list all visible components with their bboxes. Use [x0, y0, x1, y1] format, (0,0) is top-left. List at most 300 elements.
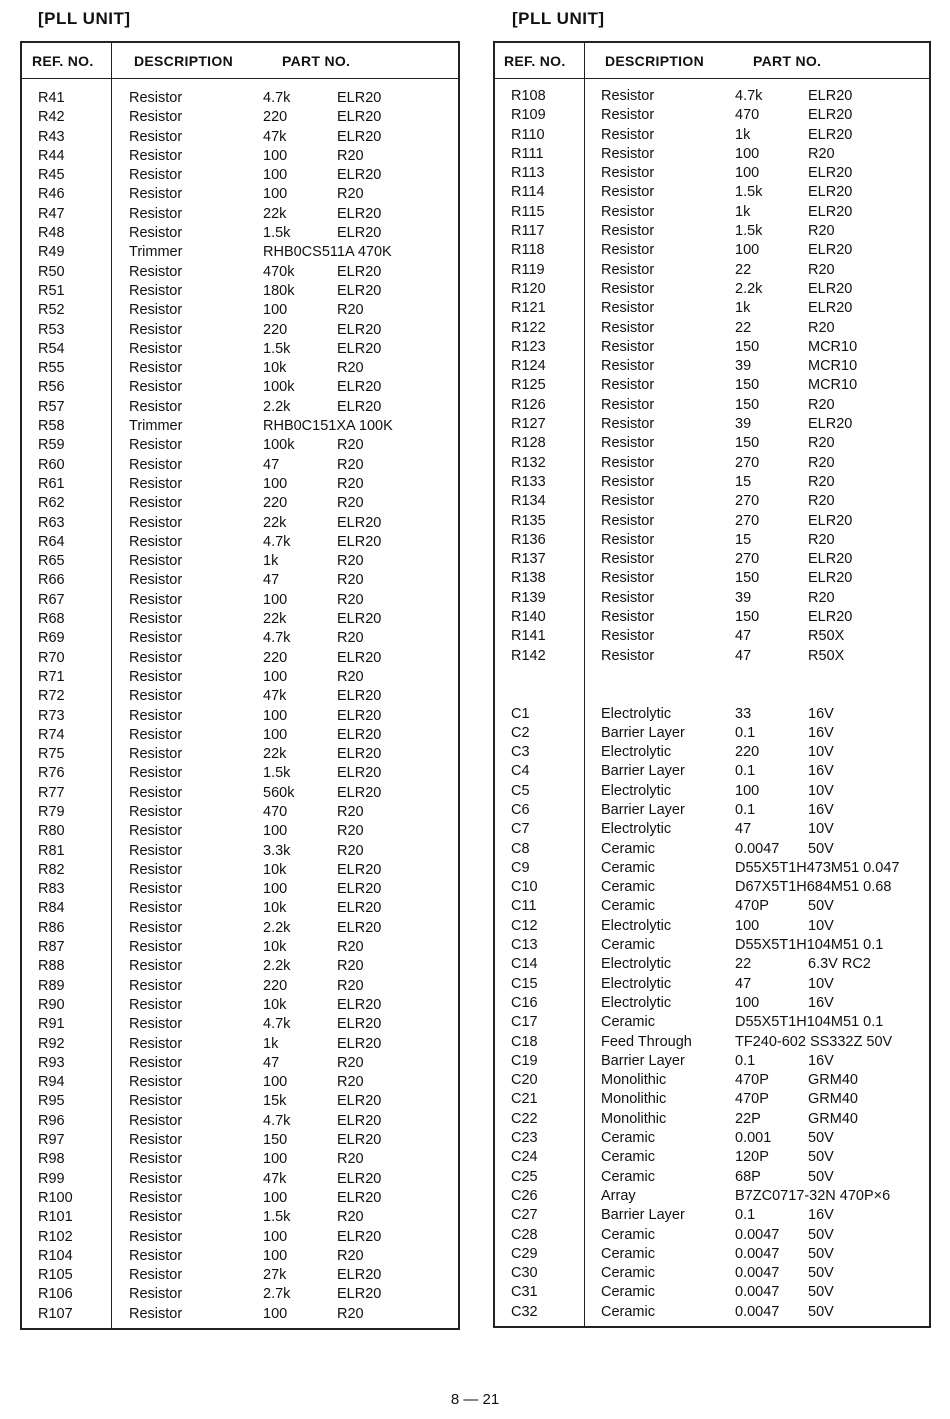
ref-no-cell: C6	[511, 801, 530, 818]
table-row	[22, 899, 458, 918]
description-cell: Resistor	[601, 165, 655, 182]
part-no-cell: GRM40	[808, 1072, 858, 1089]
ref-no-cell: R142	[511, 647, 546, 664]
left-rows	[22, 89, 458, 1324]
ref-no-cell: R70	[38, 649, 65, 666]
table-row	[22, 1208, 458, 1227]
value-cell: 270	[735, 551, 760, 568]
value-cell: 100k	[263, 437, 295, 454]
description-cell: Resistor	[601, 184, 655, 201]
ref-no-cell: R108	[511, 88, 546, 104]
description-cell: Array	[601, 1187, 636, 1204]
part-no-cell: 50V	[808, 1130, 834, 1147]
value-cell: D55X5T1H104M51 0.1	[735, 1014, 884, 1031]
part-no-cell: R20	[808, 223, 835, 240]
ref-no-cell: R101	[38, 1209, 73, 1226]
part-no-cell: ELR20	[337, 726, 382, 743]
description-cell: Resistor	[129, 861, 183, 878]
description-cell: Electrolytic	[601, 956, 672, 973]
ref-no-cell: R107	[38, 1305, 73, 1322]
table-row	[22, 919, 458, 938]
part-no-cell: R20	[337, 842, 364, 859]
ref-no-cell: C29	[511, 1245, 538, 1262]
ref-no-cell: R53	[38, 321, 65, 338]
description-cell: Resistor	[129, 1267, 183, 1284]
description-cell: Resistor	[601, 473, 655, 490]
ref-no-cell: R75	[38, 746, 65, 763]
value-cell: 220	[263, 649, 288, 666]
description-cell: Resistor	[601, 319, 655, 336]
value-cell: 1k	[735, 203, 751, 220]
value-cell: 100	[263, 302, 288, 319]
ref-no-cell: R81	[38, 842, 65, 859]
part-no-cell: 6.3V RC2	[808, 956, 871, 973]
table-row	[495, 319, 929, 338]
part-no-cell: ELR20	[337, 649, 382, 666]
description-cell: Resistor	[129, 707, 183, 724]
value-cell: 100	[263, 1228, 288, 1245]
table-row	[495, 1226, 929, 1245]
ref-no-cell: R73	[38, 707, 65, 724]
table-row	[495, 859, 929, 878]
ref-no-cell: R42	[38, 109, 65, 126]
description-cell: Resistor	[129, 1112, 183, 1129]
value-cell: 100	[735, 994, 760, 1011]
table-row	[495, 1206, 929, 1225]
part-no-cell: 50V	[808, 1226, 834, 1243]
ref-no-cell: R121	[511, 300, 546, 317]
table-row	[22, 340, 458, 359]
description-cell: Ceramic	[601, 1130, 655, 1147]
right-rows	[495, 87, 929, 1322]
left-unit-title: [PLL UNIT]	[38, 9, 131, 28]
value-cell: 100	[263, 881, 288, 898]
value-cell: 100	[263, 475, 288, 492]
ref-no-cell: R69	[38, 630, 65, 647]
table-row	[495, 1071, 929, 1090]
table-row	[495, 1303, 929, 1322]
table-row	[22, 243, 458, 262]
part-no-cell: R20	[337, 1151, 364, 1168]
part-no-cell: ELR20	[337, 765, 382, 782]
ref-no-cell: C15	[511, 975, 538, 992]
value-cell: 1.5k	[263, 225, 291, 242]
ref-no-cell: R49	[38, 244, 65, 261]
part-no-cell: 10V	[808, 744, 834, 761]
description-cell: Resistor	[129, 668, 183, 685]
part-no-cell: 16V	[808, 994, 834, 1011]
table-row	[22, 533, 458, 552]
description-cell: Resistor	[129, 630, 183, 647]
ref-no-cell: R134	[511, 493, 546, 510]
ref-no-cell: R133	[511, 473, 546, 490]
value-cell: 470	[735, 107, 760, 124]
description-cell: Resistor	[129, 803, 183, 820]
ref-no-cell: C11	[511, 898, 537, 915]
ref-no-cell: R63	[38, 514, 65, 531]
table-row	[495, 975, 929, 994]
value-cell: 47k	[263, 1170, 287, 1187]
part-no-cell: ELR20	[337, 1112, 382, 1129]
table-row	[495, 512, 929, 531]
description-cell: Resistor	[129, 263, 183, 280]
ref-no-cell: R118	[511, 242, 545, 259]
part-no-cell: ELR20	[808, 126, 853, 143]
part-no-cell: MCR10	[808, 338, 858, 355]
part-no-cell: ELR20	[337, 340, 382, 357]
part-no-cell: MCR10	[808, 377, 858, 394]
value-cell: 220	[263, 495, 288, 512]
table-row	[495, 106, 929, 125]
value-cell: 150	[735, 570, 760, 587]
ref-no-cell: R114	[511, 184, 545, 201]
table-row	[495, 454, 929, 473]
table-row	[495, 724, 929, 743]
description-cell: Ceramic	[601, 1014, 655, 1031]
ref-no-cell: C24	[511, 1149, 538, 1166]
ref-no-cell: R120	[511, 280, 546, 297]
description-cell: Barrier Layer	[601, 1207, 685, 1224]
value-cell: 22k	[263, 205, 287, 222]
description-cell: Ceramic	[601, 840, 655, 857]
value-cell: 220	[263, 321, 288, 338]
ref-no-cell: C3	[511, 744, 530, 761]
part-no-cell: ELR20	[337, 205, 382, 222]
part-no-cell: ELR20	[337, 1189, 382, 1206]
part-no-cell: ELR20	[337, 1267, 382, 1284]
table-row	[495, 261, 929, 280]
value-cell: 470k	[263, 263, 295, 280]
table-row	[22, 456, 458, 475]
table-row	[22, 687, 458, 706]
description-cell: Resistor	[601, 300, 655, 317]
table-row	[495, 1110, 929, 1129]
value-cell: 0.0047	[735, 1226, 780, 1243]
table-row	[495, 782, 929, 801]
description-cell: Monolithic	[601, 1091, 667, 1108]
value-cell: 2.2k	[263, 958, 291, 975]
right-unit-title: [PLL UNIT]	[512, 9, 605, 28]
table-row	[495, 801, 929, 820]
part-no-cell: 16V	[808, 1052, 834, 1069]
table-row	[22, 668, 458, 687]
description-cell: Resistor	[129, 649, 183, 666]
ref-no-cell: R72	[38, 688, 65, 705]
part-no-cell: ELR20	[337, 1286, 382, 1303]
value-cell: 47	[263, 1054, 280, 1071]
part-no-cell: ELR20	[808, 300, 853, 317]
value-cell: 100	[263, 186, 288, 203]
part-no-cell: R50X	[808, 628, 845, 645]
table-row	[495, 1052, 929, 1071]
description-cell: Resistor	[129, 360, 183, 377]
description-cell: Resistor	[601, 280, 655, 297]
part-no-cell: R20	[337, 630, 364, 647]
ref-no-cell: R91	[38, 1016, 65, 1033]
description-cell: Resistor	[129, 109, 183, 126]
part-no-cell: R20	[808, 454, 835, 471]
description-cell: Resistor	[601, 203, 655, 220]
value-cell: 150	[735, 377, 760, 394]
value-cell: 270	[735, 512, 760, 529]
description-cell: Resistor	[601, 145, 655, 162]
ref-no-cell: R88	[38, 958, 65, 975]
part-no-cell: ELR20	[808, 570, 853, 587]
value-cell: 0.0047	[735, 1284, 780, 1301]
value-cell: 10k	[263, 996, 287, 1013]
ref-no-cell: C32	[511, 1303, 538, 1320]
ref-no-cell: R56	[38, 379, 65, 396]
part-no-cell: R20	[808, 493, 835, 510]
table-row	[22, 1305, 458, 1324]
ref-no-cell: R127	[511, 416, 546, 433]
description-cell: Resistor	[129, 475, 183, 492]
value-cell: 10k	[263, 360, 287, 377]
table-row	[22, 282, 458, 301]
description-cell: Ceramic	[601, 1284, 655, 1301]
ref-no-cell: R99	[38, 1170, 65, 1187]
part-no-cell: ELR20	[337, 263, 382, 280]
table-row	[22, 1285, 458, 1304]
description-cell: Resistor	[129, 128, 183, 145]
description-cell: Ceramic	[601, 1265, 655, 1282]
description-cell: Resistor	[129, 765, 183, 782]
ref-no-cell: C4	[511, 763, 530, 780]
value-cell: 15	[735, 473, 752, 490]
table-row	[495, 280, 929, 299]
table-row	[22, 321, 458, 340]
value-cell: 22k	[263, 514, 287, 531]
value-cell: 1.5k	[263, 340, 291, 357]
table-row	[22, 552, 458, 571]
part-no-cell: ELR20	[337, 109, 382, 126]
ref-no-cell: R59	[38, 437, 65, 454]
value-cell: D55X5T1H473M51 0.047	[735, 859, 900, 876]
ref-no-cell: C1	[511, 705, 530, 722]
table-row	[22, 938, 458, 957]
part-no-cell: R20	[337, 823, 364, 840]
value-cell: 100	[735, 165, 760, 182]
description-cell: Ceramic	[601, 879, 655, 896]
right-table-header	[495, 43, 929, 79]
table-row	[22, 1131, 458, 1150]
description-cell: Resistor	[129, 1016, 183, 1033]
table-row	[495, 917, 929, 936]
part-no-cell: 50V	[808, 1245, 834, 1262]
value-cell: 1.5k	[263, 765, 291, 782]
part-no-cell: R20	[337, 1305, 364, 1322]
ref-no-cell: C7	[511, 821, 530, 838]
table-row	[22, 166, 458, 185]
part-no-cell: ELR20	[337, 282, 382, 299]
description-cell: Resistor	[129, 282, 183, 299]
description-cell: Monolithic	[601, 1072, 667, 1089]
ref-no-cell: R50	[38, 263, 65, 280]
part-no-cell: ELR20	[808, 416, 853, 433]
ref-no-cell: C2	[511, 724, 530, 741]
description-cell: Electrolytic	[601, 975, 672, 992]
part-no-cell: R20	[337, 977, 364, 994]
ref-no-cell: R102	[38, 1228, 73, 1245]
ref-no-cell: C22	[511, 1110, 538, 1127]
table-row	[22, 629, 458, 648]
table-row	[22, 861, 458, 880]
value-cell: 22k	[263, 746, 287, 763]
ref-no-cell: R89	[38, 977, 65, 994]
value-cell: 10k	[263, 939, 287, 956]
part-no-cell: R20	[337, 1074, 364, 1091]
part-no-cell: GRM40	[808, 1091, 858, 1108]
description-cell: Ceramic	[601, 1149, 655, 1166]
value-cell: 22P	[735, 1110, 761, 1127]
ref-no-cell: R104	[38, 1247, 73, 1264]
value-cell: 10k	[263, 861, 287, 878]
ref-no-cell: R111	[511, 145, 544, 162]
value-cell: 150	[263, 1132, 288, 1149]
part-no-cell: 50V	[808, 1149, 834, 1166]
part-no-cell: ELR20	[337, 128, 382, 145]
ref-no-cell: R110	[511, 126, 545, 143]
part-no-cell: 10V	[808, 975, 834, 992]
part-no-cell: R20	[337, 456, 364, 473]
description-cell: Resistor	[129, 1247, 183, 1264]
description-cell: Resistor	[129, 1074, 183, 1091]
table-row	[495, 473, 929, 492]
description-cell: Resistor	[129, 919, 183, 936]
part-no-cell: 16V	[808, 801, 834, 818]
table-row	[495, 492, 929, 511]
description-cell: Resistor	[601, 416, 655, 433]
value-cell: 0.1	[735, 1052, 756, 1069]
ref-no-cell: R62	[38, 495, 65, 512]
value-cell: 0.0047	[735, 1265, 780, 1282]
value-cell: 220	[735, 744, 760, 761]
value-cell: 4.7k	[263, 533, 291, 550]
ref-no-cell: R41	[38, 90, 65, 106]
value-cell: 47	[735, 975, 752, 992]
ref-no-cell: R123	[511, 338, 546, 355]
value-cell: 47	[735, 628, 752, 645]
ref-no-cell: R76	[38, 765, 65, 782]
table-row	[22, 494, 458, 513]
description-cell: Resistor	[129, 1305, 183, 1322]
table-row	[22, 263, 458, 282]
part-no-cell: R50X	[808, 647, 845, 664]
description-cell: Barrier Layer	[601, 724, 685, 741]
ref-no-cell: R67	[38, 591, 65, 608]
table-row	[495, 1283, 929, 1302]
part-no-cell: ELR20	[337, 379, 382, 396]
part-no-cell: R20	[337, 1054, 364, 1071]
table-row	[495, 1245, 929, 1264]
description-cell: Resistor	[129, 456, 183, 473]
table-row	[22, 398, 458, 417]
table-row	[495, 550, 929, 569]
value-cell: 39	[735, 589, 752, 606]
table-row	[495, 840, 929, 859]
value-cell: 0.0047	[735, 1245, 780, 1262]
table-row	[22, 1266, 458, 1285]
ref-no-cell: R126	[511, 396, 546, 413]
table-row	[22, 436, 458, 455]
table-row	[495, 1033, 929, 1052]
part-no-cell: 10V	[808, 821, 834, 838]
table-row	[495, 608, 929, 627]
part-no-cell: 50V	[808, 1168, 834, 1185]
description-cell: Resistor	[601, 377, 655, 394]
ref-no-cell: R61	[38, 475, 65, 492]
ref-no-cell: C9	[511, 859, 530, 876]
table-row	[22, 707, 458, 726]
value-cell: 470	[263, 803, 288, 820]
value-cell: 100	[263, 147, 288, 164]
value-cell: RHB0C151XA 100K	[263, 418, 393, 435]
part-no-cell: ELR20	[337, 321, 382, 338]
ref-no-cell: R122	[511, 319, 546, 336]
value-cell: 100	[263, 823, 288, 840]
part-no-cell: GRM40	[808, 1110, 858, 1127]
part-no-cell: ELR20	[337, 1170, 382, 1187]
description-cell: Trimmer	[129, 244, 183, 261]
description-cell: Resistor	[601, 435, 655, 452]
ref-no-cell: R52	[38, 302, 65, 319]
ref-no-cell: R51	[38, 282, 65, 299]
table-row	[22, 1015, 458, 1034]
ref-no-cell: R44	[38, 147, 65, 164]
header-description: DESCRIPTION	[605, 53, 704, 69]
value-cell: 0.1	[735, 763, 756, 780]
table-row	[22, 1189, 458, 1208]
table-row	[495, 705, 929, 724]
description-cell: Resistor	[129, 572, 183, 589]
table-row	[22, 880, 458, 899]
value-cell: 47k	[263, 128, 287, 145]
value-cell: 220	[263, 109, 288, 126]
description-cell: Electrolytic	[601, 917, 672, 934]
table-row	[495, 145, 929, 164]
ref-no-cell: C27	[511, 1207, 538, 1224]
part-no-cell: R20	[337, 475, 364, 492]
description-cell: Resistor	[129, 379, 183, 396]
table-row	[495, 1168, 929, 1187]
description-cell: Electrolytic	[601, 994, 672, 1011]
description-cell: Resistor	[129, 1228, 183, 1245]
value-cell: 0.1	[735, 724, 756, 741]
value-cell: D67X5T1H684M51 0.68	[735, 879, 892, 896]
part-no-cell: ELR20	[808, 184, 853, 201]
part-no-cell: ELR20	[337, 919, 382, 936]
value-cell: 120P	[735, 1149, 769, 1166]
description-cell: Resistor	[601, 609, 655, 626]
value-cell: 0.001	[735, 1130, 772, 1147]
part-no-cell: ELR20	[337, 90, 382, 106]
value-cell: 1k	[735, 126, 751, 143]
ref-no-cell: R141	[511, 628, 546, 645]
value-cell: 150	[735, 338, 760, 355]
value-cell: 3.3k	[263, 842, 291, 859]
header-description: DESCRIPTION	[134, 53, 233, 69]
part-no-cell: R20	[337, 591, 364, 608]
value-cell: 4.7k	[263, 1016, 291, 1033]
description-cell: Resistor	[129, 939, 183, 956]
ref-no-cell: C25	[511, 1168, 538, 1185]
table-row	[495, 164, 929, 183]
header-part-no: PART NO.	[753, 53, 822, 69]
table-row	[495, 376, 929, 395]
value-cell: 68P	[735, 1168, 761, 1185]
part-no-cell: R20	[808, 145, 835, 162]
part-no-cell: R20	[808, 319, 835, 336]
